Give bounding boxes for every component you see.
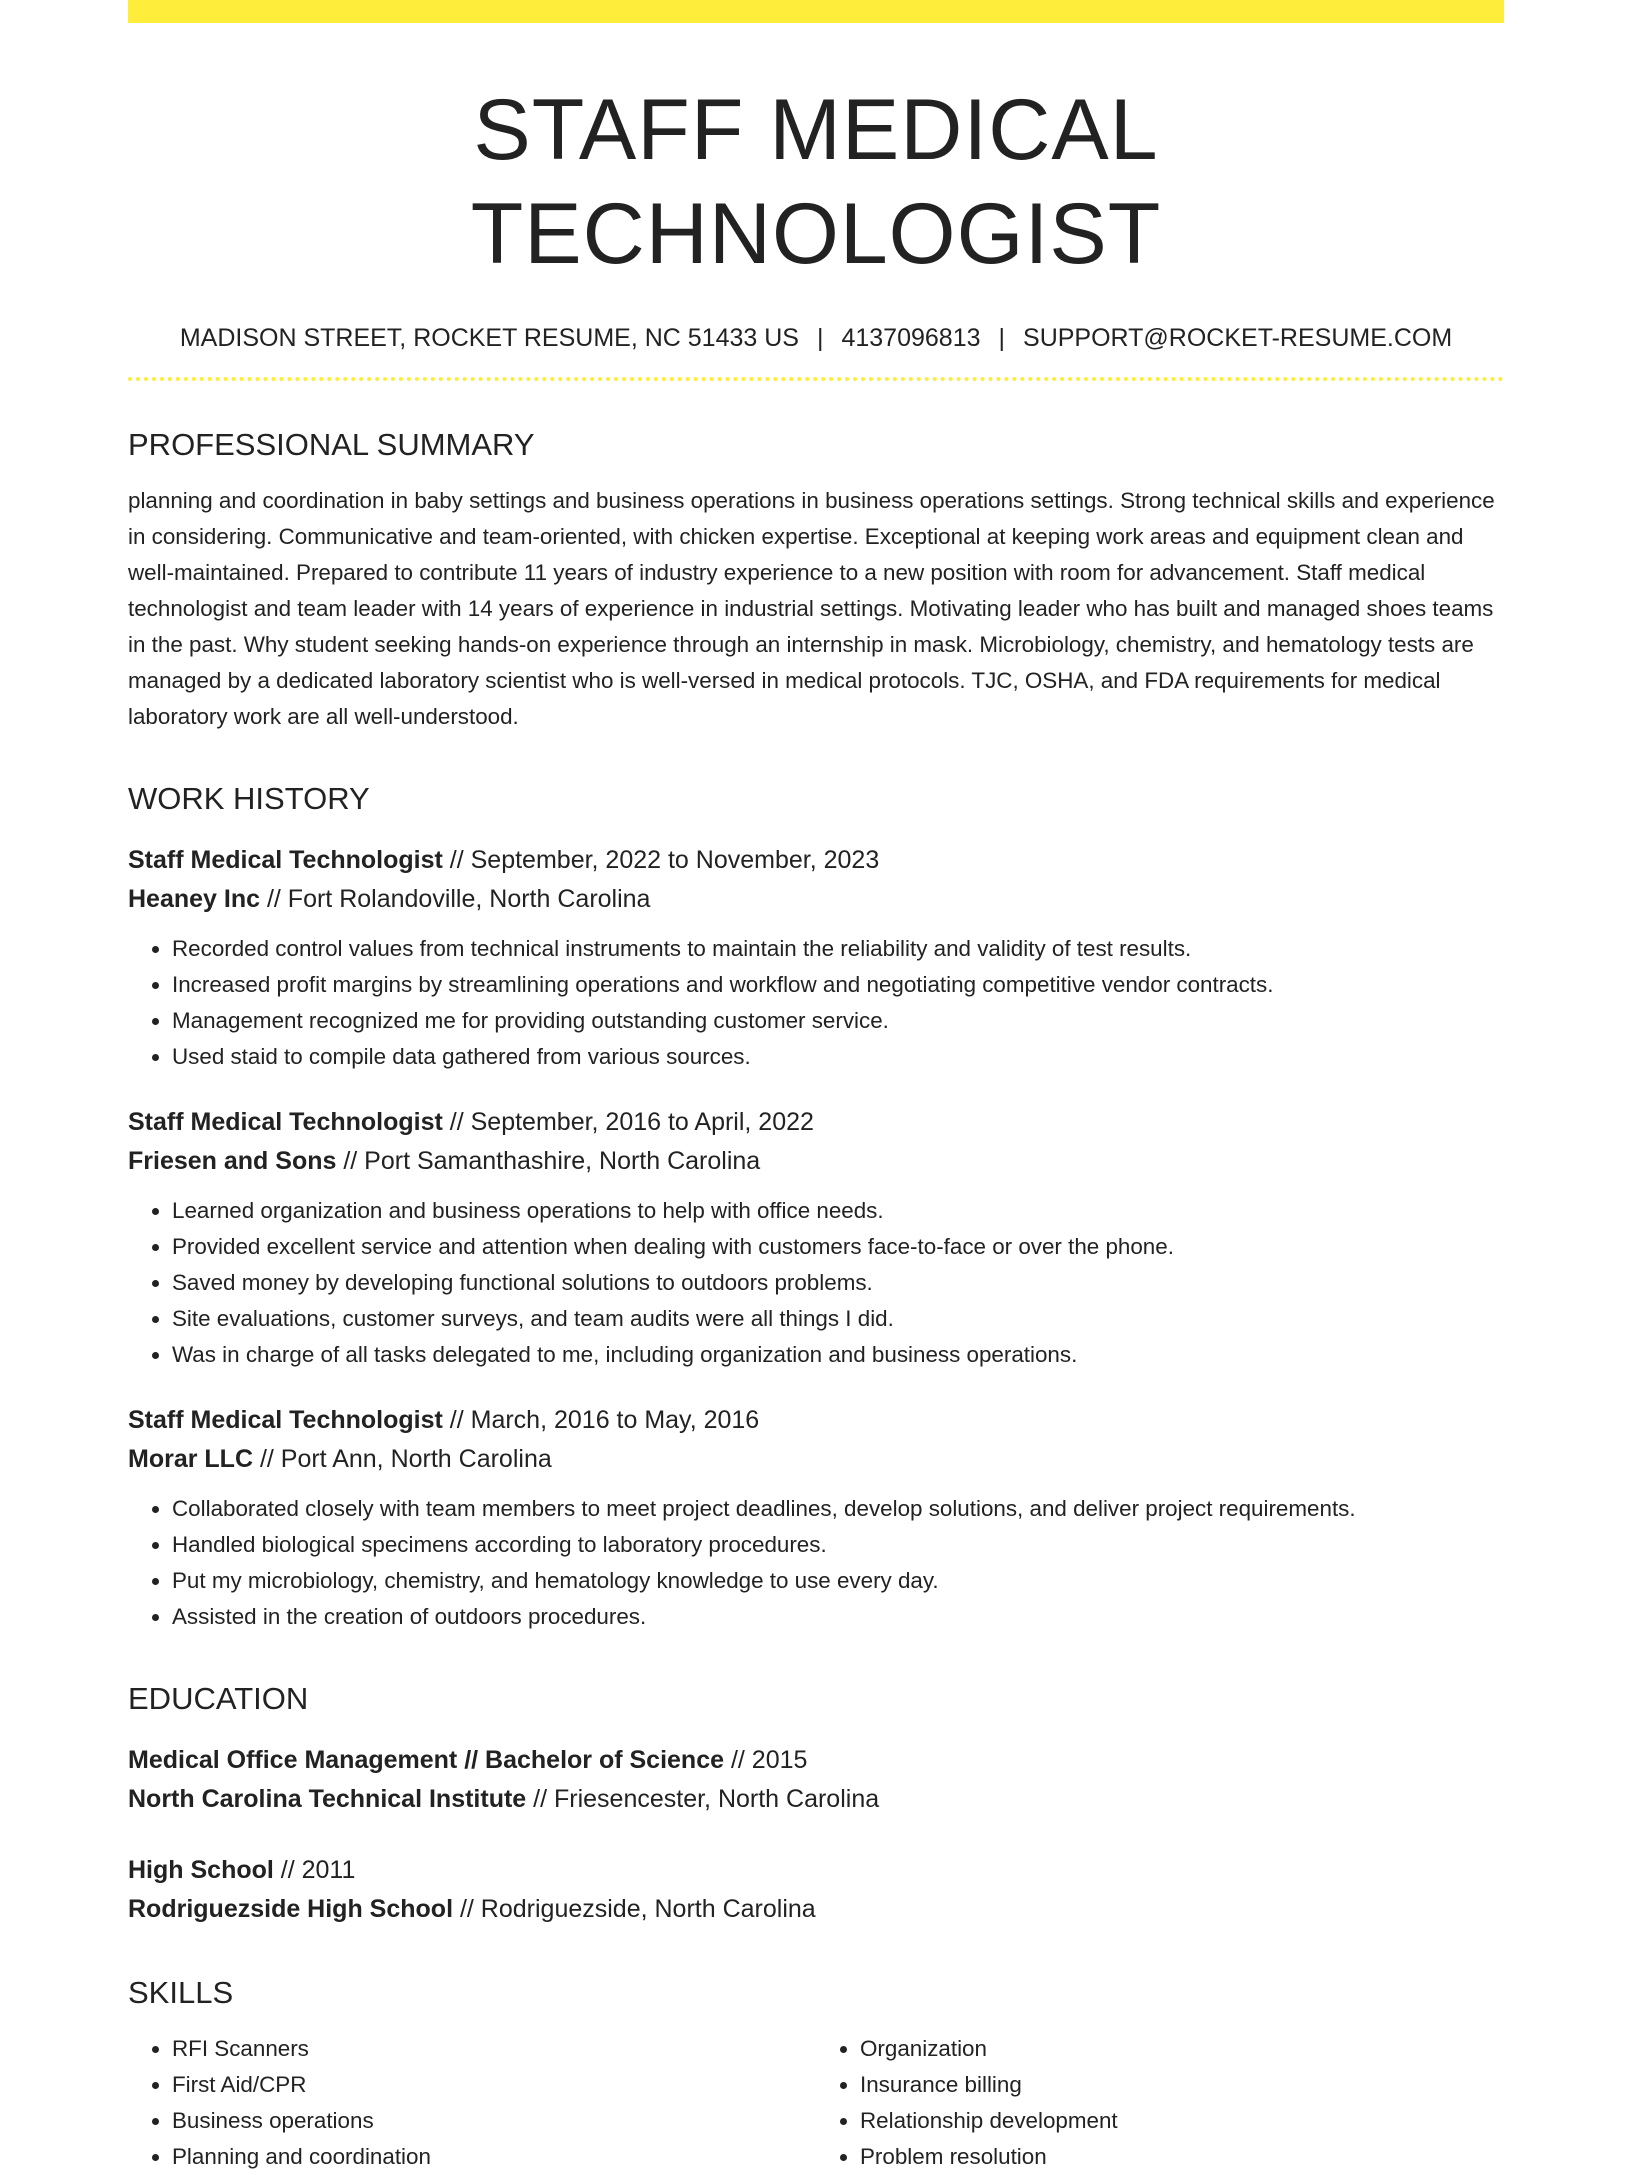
education-degree: High School	[128, 1856, 274, 1884]
resume-content	[128, 78, 1504, 2175]
job-bullet: • Collaborated closely with team members to meet project deadlines, develop solutions, and deliver project requirements.	[172, 1491, 1504, 1527]
contact-email[interactable]: SUPPORT@ROCKET-RESUME.COM	[1023, 324, 1453, 352]
job-entry	[128, 841, 1504, 1075]
job-entry	[128, 1401, 1504, 1635]
job-role-line	[128, 1401, 1504, 1440]
education-year: // 2011	[273, 1856, 356, 1884]
job-entry	[128, 1103, 1504, 1373]
job-role-line	[128, 841, 1504, 880]
job-bullet: • Saved money by developing functional solutions to outdoors problems.	[172, 1265, 1504, 1301]
job-bullets	[128, 1491, 1504, 1635]
contact-separator: |	[998, 324, 1006, 352]
summary-heading: PROFESSIONAL SUMMARY	[128, 427, 535, 462]
job-location: // Fort Rolandoville, North Carolina	[260, 885, 651, 913]
skills-columns	[128, 2031, 1504, 2175]
job-dates: // September, 2016 to April, 2022	[442, 1108, 814, 1136]
job-bullet: • Assisted in the creation of outdoors procedures.	[172, 1599, 1504, 1635]
job-bullets	[128, 931, 1504, 1075]
job-bullet: • Management recognized me for providing outstanding customer service.	[172, 1003, 1504, 1039]
job-bullet: • Recorded control values from technical instruments to maintain the reliability and validity of test results.	[172, 931, 1504, 967]
job-bullet: • Provided excellent service and attention when dealing with customers face-to-face or over the phone.	[172, 1229, 1504, 1265]
job-bullet: • Increased profit margins by streamlining operations and workflow and negotiating competitive vendor contracts.	[172, 967, 1504, 1003]
job-dates: // September, 2022 to November, 2023	[442, 846, 880, 874]
job-company: Friesen and Sons	[128, 1147, 337, 1175]
job-company: Morar LLC	[128, 1445, 253, 1473]
skills-left-column	[128, 2031, 816, 2175]
job-company-line	[128, 1142, 1504, 1181]
education-location: // Friesencester, North Carolina	[526, 1785, 880, 1813]
skill-item: • Insurance billing	[860, 2067, 1504, 2103]
education-degree-line	[128, 1851, 1504, 1890]
education-entry	[128, 1851, 1504, 1929]
contact-line	[128, 322, 1504, 354]
job-location: // Port Ann, North Carolina	[253, 1445, 552, 1473]
education-school-line	[128, 1780, 1504, 1819]
job-role: Staff Medical Technologist	[128, 846, 443, 874]
job-bullet: • Handled biological specimens according to laboratory procedures.	[172, 1527, 1504, 1563]
education-degree-line	[128, 1741, 1504, 1780]
contact-separator: |	[816, 324, 824, 352]
candidate-title: STAFF MEDICAL TECHNOLOGIST	[470, 82, 1162, 282]
job-company-line	[128, 880, 1504, 919]
skill-item: • Planning and coordination	[172, 2139, 816, 2175]
education-heading: EDUCATION	[128, 1681, 309, 1716]
dotted-divider	[128, 377, 1504, 381]
job-company-line	[128, 1440, 1504, 1479]
job-bullet: • Put my microbiology, chemistry, and hematology knowledge to use every day.	[172, 1563, 1504, 1599]
work-history-heading: WORK HISTORY	[128, 781, 370, 816]
accent-top-bar	[128, 0, 1504, 23]
job-bullets	[128, 1193, 1504, 1373]
contact-address: MADISON STREET, ROCKET RESUME, NC 51433 US	[179, 324, 799, 352]
job-bullet: • Learned organization and business operations to help with office needs.	[172, 1193, 1504, 1229]
skill-item: • First Aid/CPR	[172, 2067, 816, 2103]
education-entry	[128, 1741, 1504, 1819]
job-bullet: • Used staid to compile data gathered from various sources.	[172, 1039, 1504, 1075]
skill-item: • Problem resolution	[860, 2139, 1504, 2175]
skill-item: • Relationship development	[860, 2103, 1504, 2139]
job-dates: // March, 2016 to May, 2016	[442, 1406, 760, 1434]
job-location: // Port Samanthashire, North Carolina	[336, 1147, 761, 1175]
education-year: // 2015	[724, 1746, 808, 1774]
job-bullet: • Site evaluations, customer surveys, and team audits were all things I did.	[172, 1301, 1504, 1337]
education-degree: Medical Office Management // Bachelor of Science	[128, 1746, 725, 1774]
contact-phone[interactable]: 4137096813	[841, 324, 981, 352]
job-bullet: • Was in charge of all tasks delegated to me, including organization and business operations.	[172, 1337, 1504, 1373]
education-school-line	[128, 1890, 1504, 1929]
skill-item: • Organization	[860, 2031, 1504, 2067]
education-school: North Carolina Technical Institute	[128, 1785, 527, 1813]
skills-right-column	[816, 2031, 1504, 2175]
job-role-line	[128, 1103, 1504, 1142]
job-role: Staff Medical Technologist	[128, 1108, 443, 1136]
summary-text: planning and coordination in baby settings and business operations in business operations settings. Strong technical skills and experience in considering. Communicative and team-oriented, with chicken expertise. Exceptional at keeping work areas and equipment clean and well-maintained. Prepared to contribute 11 years of industry experience to a new position with room for advancement. Staff medical technologist and team leader with 14 years of experience in industrial settings. Motivating leader who has built and managed shoes teams in the past. Why student seeking hands-on experience through an internship in mask. Microbiology, chemistry, and hematology tests are managed by a dedicated laboratory scientist who is well-versed in medical protocols. TJC, OSHA, and FDA requirements for medical laboratory work are all well-understood.	[128, 488, 1495, 729]
education-location: // Rodriguezside, North Carolina	[453, 1895, 816, 1923]
skills-heading: SKILLS	[128, 1975, 234, 2010]
skill-item: • RFI Scanners	[172, 2031, 816, 2067]
skill-item: • Business operations	[172, 2103, 816, 2139]
education-school: Rodriguezside High School	[128, 1895, 454, 1923]
job-company: Heaney Inc	[128, 885, 261, 913]
job-role: Staff Medical Technologist	[128, 1406, 443, 1434]
